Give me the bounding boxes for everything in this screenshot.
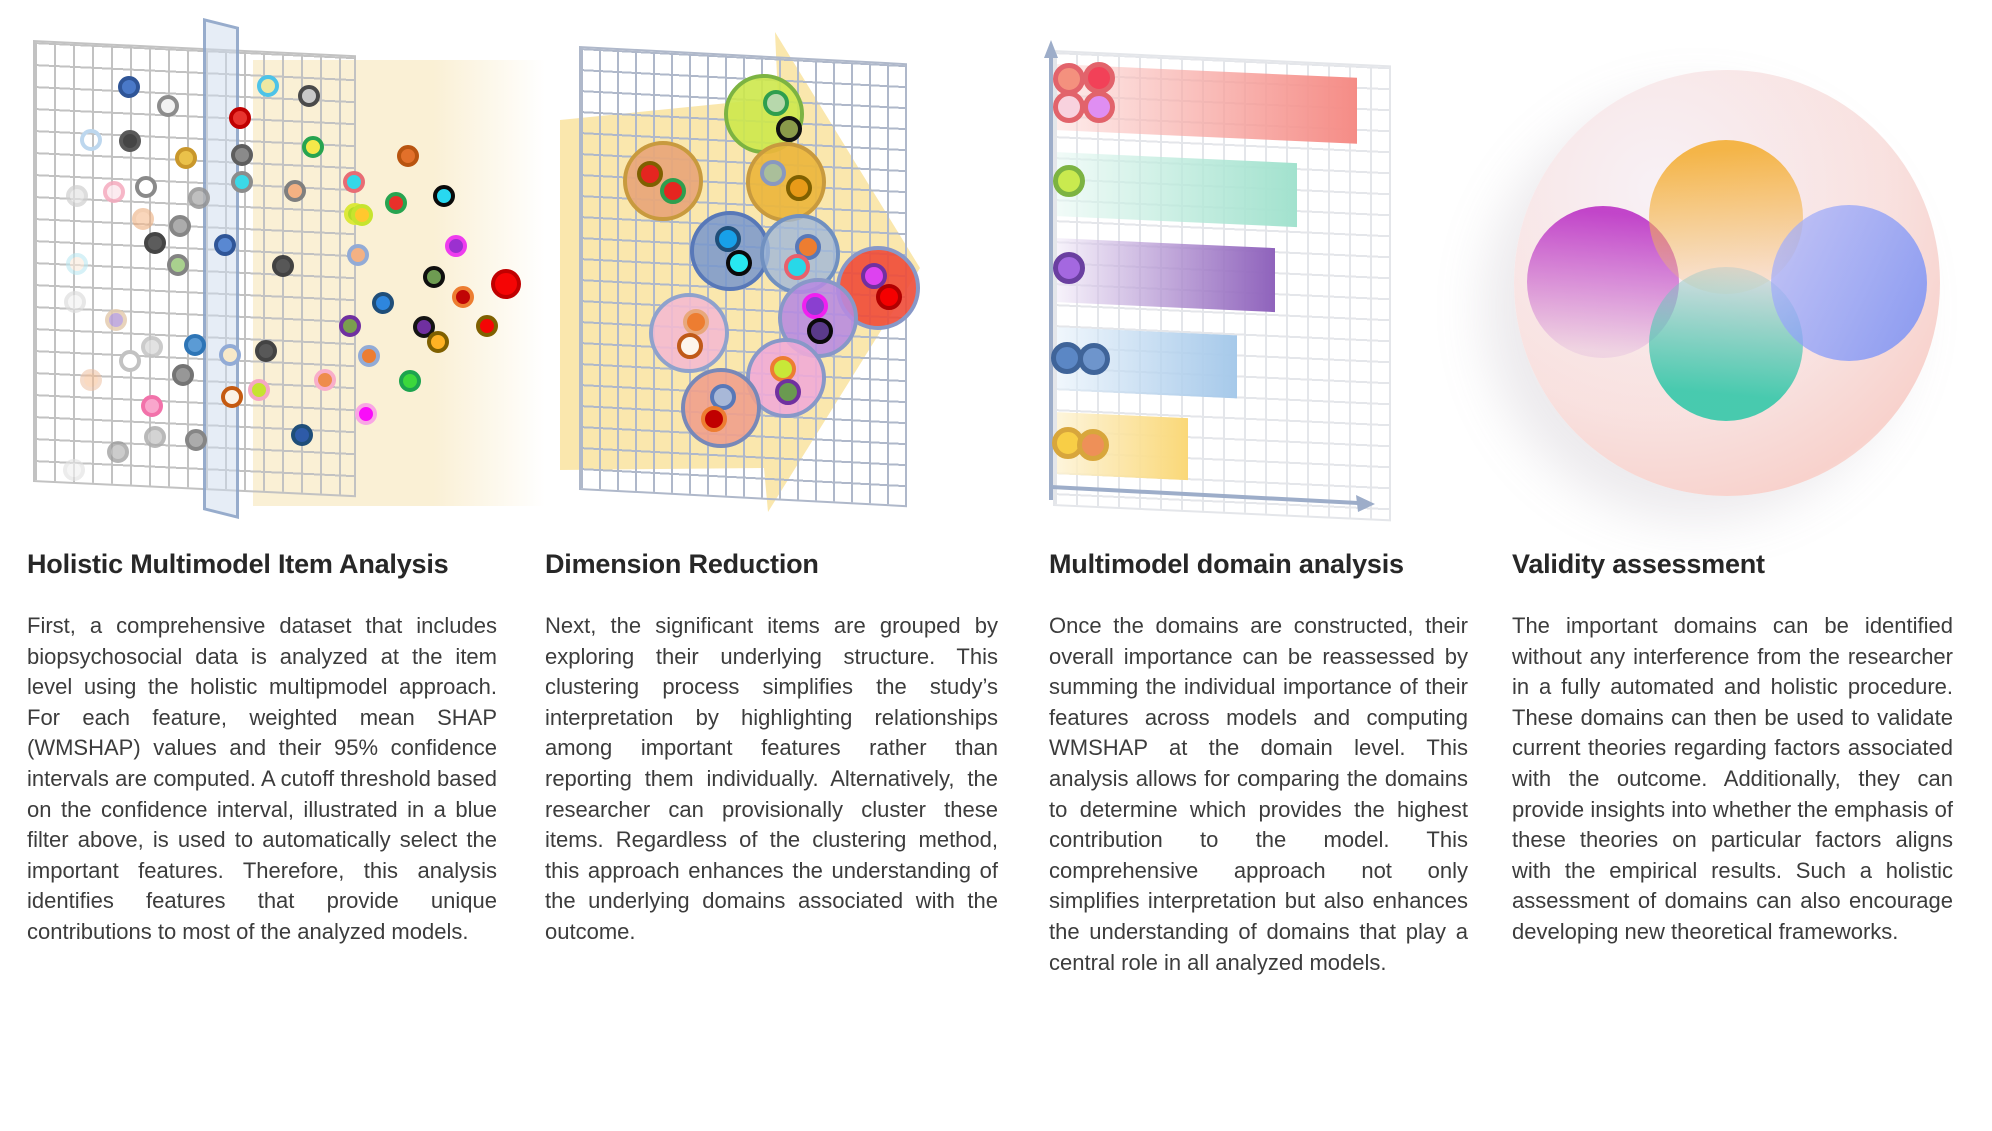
panel-body-validity-assessment: The important domains can be identified without any interference from the researcher in a fully automated and holistic procedure. These domains can then be used to validate current theories regarding factors associated with the outcome. Additionally, they can provide insights into whether the emphasis of these theories on particular factors aligns with the empirical results. Such a holistic assessment of domains can also encourage developing new theoretical frameworks.	[1512, 613, 1953, 944]
domain-circle-blue	[1771, 205, 1927, 361]
panel-title-validity-assessment: Validity assessment	[1512, 549, 1765, 579]
panel-title-item-analysis: Holistic Multimodel Item Analysis	[27, 549, 449, 579]
panel-title-domain-analysis: Multimodel domain analysis	[1049, 549, 1404, 579]
panel-title-dimension-reduction: Dimension Reduction	[545, 549, 819, 579]
panel-body-dimension-reduction: Next, the significant items are grouped by exploring their underlying structure. This clustering process simplifies the study’s interpretation by highlighting relationships among important features rather than reporting them individually. Alternatively, the researcher can provisionally cluster these items. Regardless of the clustering method, this approach enhances the understanding of the underlying domains associated with the outcome.	[545, 613, 998, 944]
panel-body-domain-analysis: Once the domains are constructed, their overall importance can be reassessed by summing the individual importance of their features across models and computing WMSHAP at the domain level. This analysis allows for comparing the domains to determine which provides the highest contribution to the model. This comprehensive approach not only simplifies interpretation but also enhances the understanding of domains that play a central role in all analyzed models.	[1049, 613, 1468, 975]
panel-body-item-analysis: First, a comprehensive dataset that includes biopsychosocial data is analyzed at the item level using the holistic multipmodel approach. For each feature, weighted mean SHAP (WMSHAP) values and their 95% confidence intervals are computed. A cutoff threshold based on the confidence interval, illustrated in a blue filter above, is used to automatically select the important features. Therefore, this analysis identifies features that provide unique contributions to most of the analyzed models.	[27, 613, 497, 944]
